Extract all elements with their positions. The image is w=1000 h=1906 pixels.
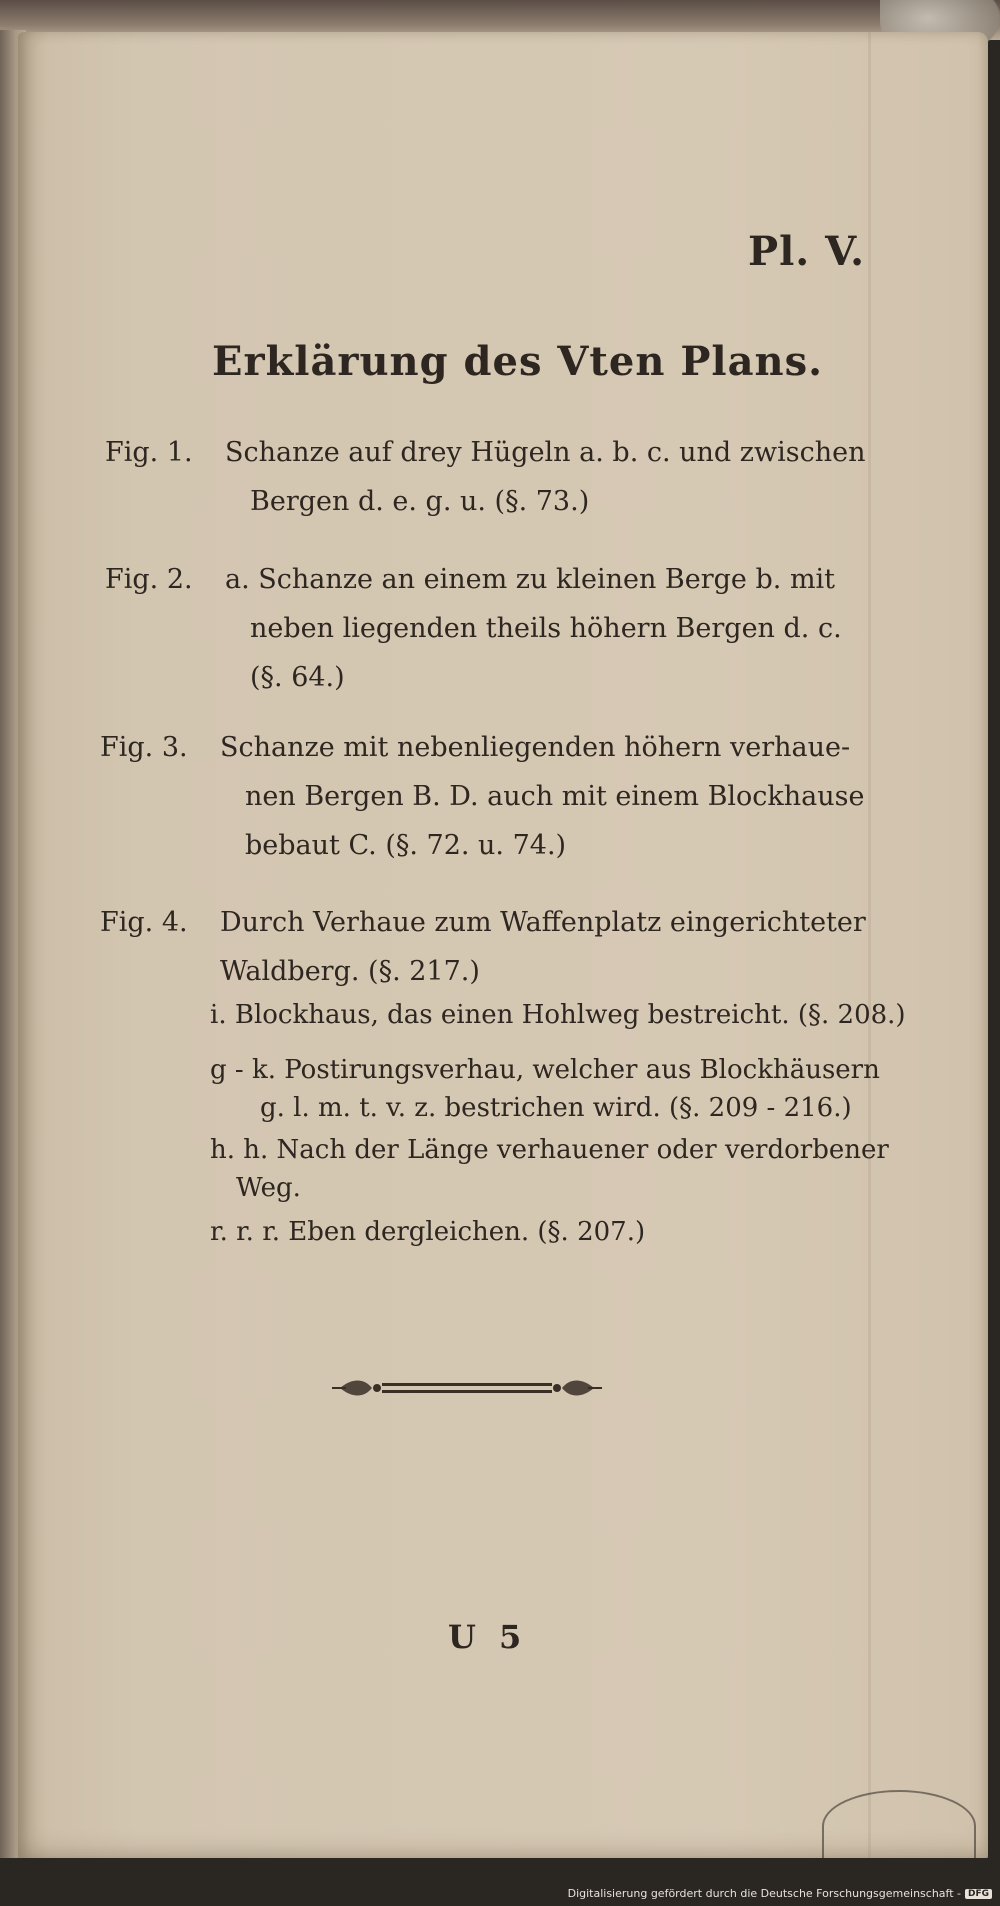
legend-line: Weg. xyxy=(236,1173,301,1203)
legend-line: i. Blockhaus, das einen Hohlweg bestreicht. (§. 208.) xyxy=(210,1000,906,1030)
legend-line: g. l. m. t. v. z. bestrichen wird. (§. 209 - 216.) xyxy=(260,1093,852,1123)
legend-item-4 xyxy=(210,1213,645,1251)
figure-description xyxy=(225,555,885,702)
page-title: Erklärung des Vten Plans. xyxy=(212,338,824,385)
legend-item-3 xyxy=(210,1131,889,1207)
figure-label: Fig. 4. xyxy=(100,907,188,938)
ornament-divider xyxy=(332,1373,602,1403)
description-line: nen Bergen B. D. auch mit einem Blockhause xyxy=(245,781,865,812)
figure-description xyxy=(220,723,880,870)
description-line: Schanze mit nebenliegenden höhern verhaue- xyxy=(220,732,851,763)
description-line: (§. 64.) xyxy=(250,662,345,693)
legend-line: r. r. r. Eben dergleichen. (§. 207.) xyxy=(210,1217,646,1247)
figure-description xyxy=(220,898,880,996)
legend-item-2 xyxy=(210,1051,880,1127)
page-signature: U 5 xyxy=(448,1618,528,1656)
plate-number: Pl. V. xyxy=(748,228,866,275)
figure-label: Fig. 2. xyxy=(105,564,193,595)
description-line: Bergen d. e. g. u. (§. 73.) xyxy=(250,486,590,517)
credit-text: Digitalisierung gefördert durch die Deutsche Forschungsgemeinschaft - xyxy=(567,1887,961,1900)
figure-description xyxy=(225,428,885,526)
figure-entry-1 xyxy=(105,428,905,528)
figure-entry-2 xyxy=(105,555,905,705)
figure-label: Fig. 3. xyxy=(100,732,188,763)
description-line: neben liegenden theils höhern Bergen d. c. xyxy=(250,613,842,644)
description-line: a. Schanze an einem zu kleinen Berge b. mit xyxy=(225,564,836,595)
figure-label: Fig. 1. xyxy=(105,437,193,468)
description-line: Schanze auf drey Hügeln a. b. c. und zwischen xyxy=(225,437,866,468)
footer-credit xyxy=(568,1887,992,1900)
legend-line: h. h. Nach der Länge verhauener oder verdorbener xyxy=(210,1135,889,1165)
description-line: bebaut C. (§. 72. u. 74.) xyxy=(245,830,567,861)
figure-entry-3 xyxy=(100,723,900,873)
dfg-logo: DFG xyxy=(965,1889,992,1899)
figure-entry-4 xyxy=(100,898,900,998)
legend-line: g - k. Postirungsverhau, welcher aus Blockhäusern xyxy=(210,1055,880,1085)
legend-item-1 xyxy=(210,996,906,1034)
page-clip-bottom xyxy=(822,1790,976,1862)
description-line: Waldberg. (§. 217.) xyxy=(220,956,480,987)
description-line: Durch Verhaue zum Waffenplatz eingerichteter xyxy=(220,907,866,938)
